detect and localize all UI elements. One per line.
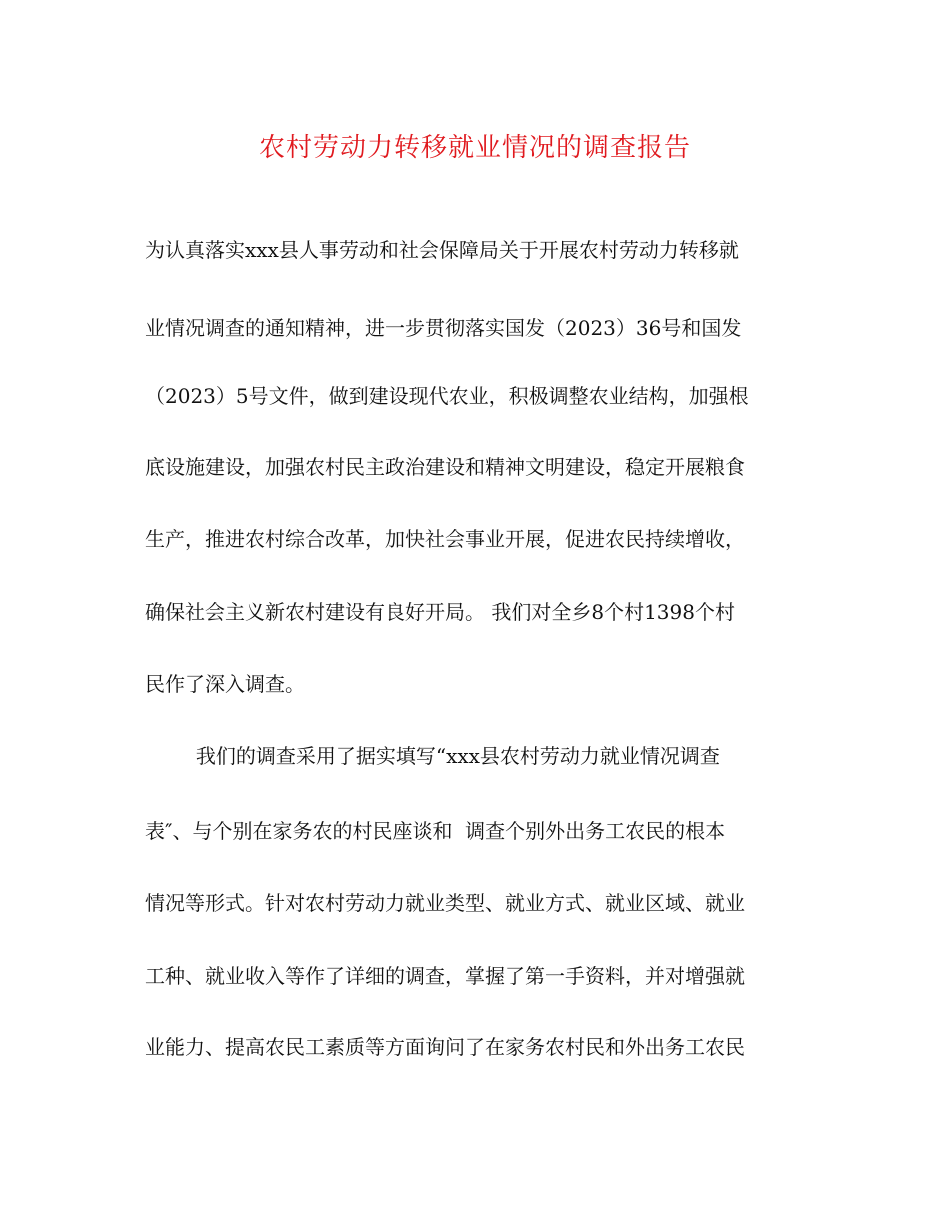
paragraph-line: 表″、与个别在家务农的村民座谈和 调查个别外出务工农民的根本 xyxy=(145,819,726,843)
paragraph-line: 业能力、提高农民工素质等方面询问了在家务农村民和外出务工农民 xyxy=(145,1035,745,1059)
paragraph-line: 工种、就业收入等作了详细的调查，掌握了第一手资料，并对增强就 xyxy=(145,964,745,988)
paragraph-line: 确保社会主义新农村建设有良好开局。 我们对全乡8个村1398个村 xyxy=(145,600,735,624)
paragraph-line: 为认真落实xxx县人事劳动和社会保障局关于开展农村劳动力转移就 xyxy=(145,238,739,262)
paragraph-line: 民作了深入调查。 xyxy=(145,672,305,696)
paragraph-line: 底设施建设，加强农村民主政治建设和精神文明建设，稳定开展粮食 xyxy=(145,455,745,479)
paragraph-line: 业情况调查的通知精神，进一步贯彻落实国发（2023）36号和国发 xyxy=(145,316,742,340)
paragraph-line: 情况等形式。针对农村劳动力就业类型、就业方式、就业区域、就业 xyxy=(145,891,745,915)
document-title: 农村劳动力转移就业情况的调查报告 xyxy=(258,133,691,163)
paragraph-line: （2023）5号文件，做到建设现代农业，积极调整农业结构，加强根 xyxy=(145,384,749,408)
paragraph-line: 我们的调查采用了据实填写“xxx县农村劳动力就业情况调查 xyxy=(145,744,720,768)
paragraph-line: 生产，推进农村综合改革，加快社会事业开展，促进农民持续增收， xyxy=(145,527,745,551)
